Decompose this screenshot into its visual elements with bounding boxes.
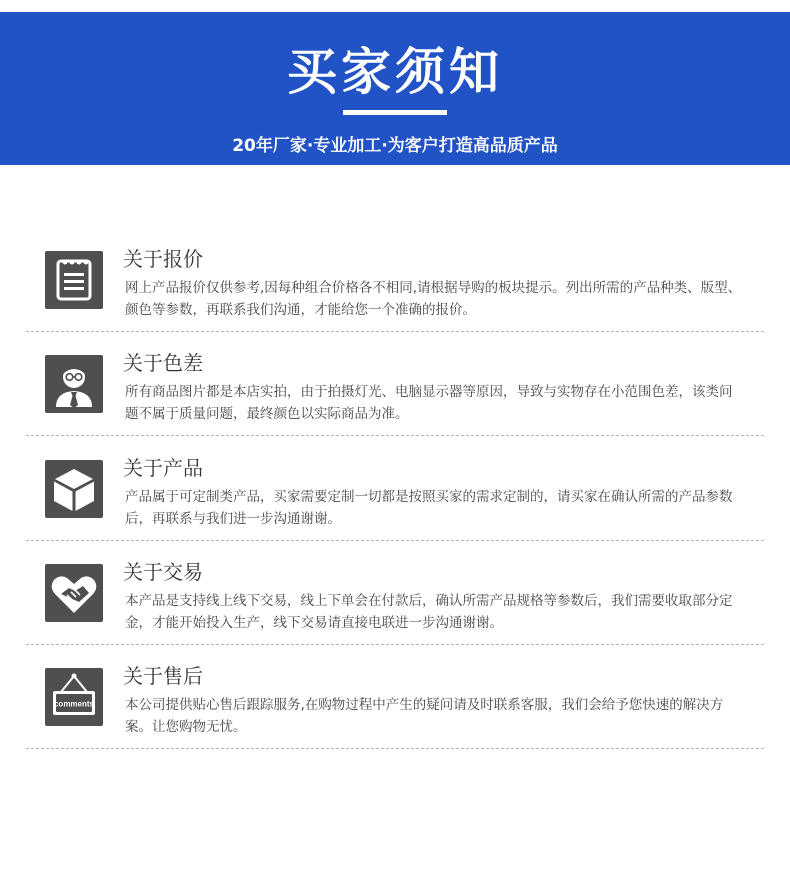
section-product bbox=[26, 437, 764, 541]
section-body: 所有商品图片都是本店实拍，由于拍摄灯光、电脑显示器等原因，导致与实物存在小范围色差，该类问题不属于质量问题，最终颜色以实际商品为准。 bbox=[125, 384, 733, 422]
section-title: 关于售后 bbox=[123, 664, 203, 688]
section-title: 关于交易 bbox=[123, 560, 203, 584]
svg-text:comments: comments bbox=[53, 699, 95, 709]
section-quote bbox=[26, 228, 764, 332]
section-title: 关于报价 bbox=[123, 247, 203, 271]
title-underline bbox=[343, 110, 447, 115]
dashed-divider bbox=[26, 748, 764, 749]
dashed-divider bbox=[26, 435, 764, 436]
section-body: 本公司提供贴心售后跟踪服务,在购物过程中产生的疑问请及时联系客服，我们会给予您快速的解决方案。让您购物无忧。 bbox=[125, 697, 724, 735]
section-body: 产品属于可定制类产品，买家需要定制一切都是按照买家的需求定制的，请买家在确认所需的产品参数后，再联系与我们进一步沟通谢谢。 bbox=[125, 489, 733, 527]
section-body: 网上产品报价仅供参考,因每种组合价格各不相同,请根据导购的板块提示。列出所需的产品种类、版型、颜色等参数，再联系我们沟通，才能给您一个准确的报价。 bbox=[125, 280, 742, 318]
section-after-sales bbox=[26, 645, 764, 749]
handshake-heart-icon bbox=[45, 564, 103, 622]
notepad-list-icon bbox=[45, 251, 103, 309]
person-glasses-icon bbox=[45, 355, 103, 413]
header-banner bbox=[0, 12, 790, 165]
comments-sign-icon bbox=[45, 668, 103, 726]
section-title: 关于色差 bbox=[123, 351, 203, 375]
section-body: 本产品是支持线上线下交易，线上下单会在付款后，确认所需产品规格等参数后，我们需要收取部分定金，才能开始投入生产，线下交易请直接电联进一步沟通谢谢。 bbox=[125, 593, 733, 631]
section-transaction bbox=[26, 541, 764, 645]
section-color-difference bbox=[26, 332, 764, 436]
page-subtitle: 20年厂家·专业加工·为客户打造高品质产品 bbox=[232, 136, 558, 156]
cube-icon bbox=[45, 460, 103, 518]
section-title: 关于产品 bbox=[123, 456, 203, 480]
page-title: 买家须知 bbox=[287, 43, 503, 101]
